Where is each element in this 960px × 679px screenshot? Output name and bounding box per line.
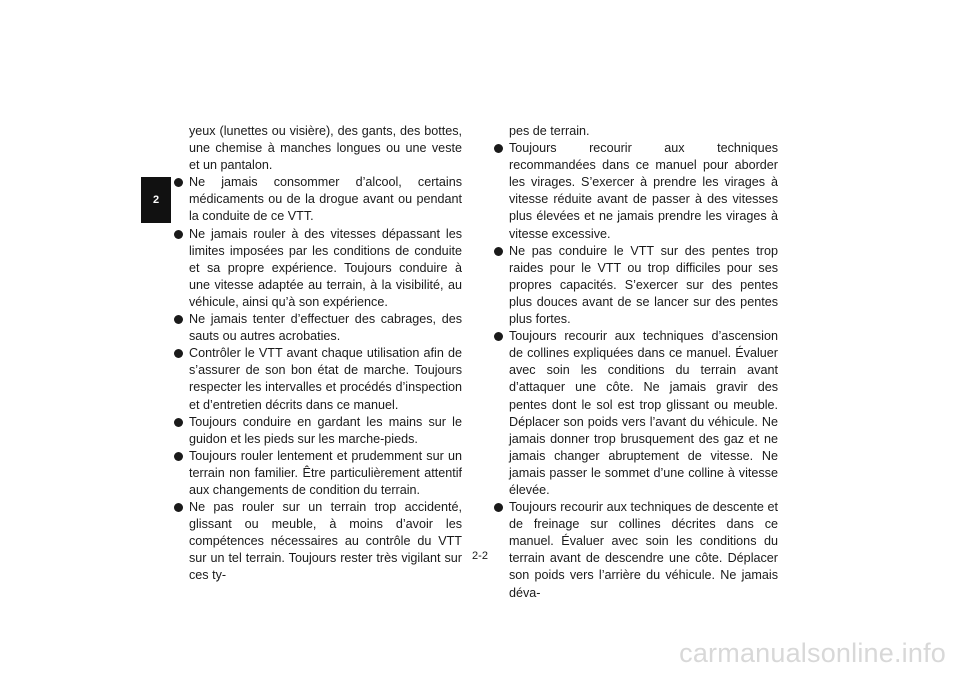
bullet-icon	[174, 452, 183, 461]
left-intro-text: yeux (lunettes ou visière), des gants, des bottes, une chemise à manches longues ou une veste et un pantalon.	[189, 124, 462, 173]
right-column	[493, 123, 778, 602]
bullet-icon	[494, 503, 503, 512]
bullet-icon	[174, 503, 183, 512]
watermark-text: carmanualsonline.info	[679, 638, 946, 668]
list-item: Toujours recourir aux techniques d’ascension de collines expliquées dans ce manuel. Évaluer avec soin les conditions du terrain avant d’attaquer une côte. Ne jamais gravir des pentes dont le sol est trop glissant ou meuble. Déplacer son poids vers l’avant du véhicule. Ne jamais donner trop brusquement des gaz et ne jamais changer abruptement de vitesse. Ne jamais passer le sommet d’une colline à vitesse élevée.	[493, 328, 778, 499]
bullet-icon	[174, 315, 183, 324]
list-item: Toujours recourir aux techniques de descente et de freinage sur collines décrites dans ce manuel. Évaluer avec soin les conditions du terrain avant de descendre une côte. Déplacer son poids vers l’arrière du véhicule. Ne jamais déva-	[493, 499, 778, 602]
right-intro-text: pes de terrain.	[509, 124, 590, 138]
list-item: Ne jamais rouler à des vitesses dépassant les limites imposées par les conditions de conduite et sa propre expérience. Toujours conduire à une vitesse adaptée au terrain, à la visibilité, au véhicule, ainsi qu’à son expérience.	[173, 226, 462, 311]
bullet-icon	[174, 349, 183, 358]
list-item: Toujours conduire en gardant les mains sur le guidon et les pieds sur les marche-pieds.	[173, 414, 462, 448]
bullet-icon	[494, 247, 503, 256]
list-item: Ne jamais consommer d’alcool, certains médicaments ou de la drogue avant ou pendant la conduite de ce VTT.	[173, 174, 462, 225]
bullet-icon	[494, 332, 503, 341]
list-item: Contrôler le VTT avant chaque utilisation afin de s’assurer de son bon état de marche. Toujours respecter les intervalles et procédés d’inspection et d’entretien décrits dans ce manuel.	[173, 345, 462, 413]
list-item: Toujours recourir aux techniques recommandées dans ce manuel pour aborder les virages. S’exercer à prendre les virages à vitesse réduite avant de passer à des vitesses plus élevées et ne jamais prendre les virages à vitesse excessive.	[493, 140, 778, 243]
list-item: Ne pas conduire le VTT sur des pentes trop raides pour le VTT ou trop difficiles pour ses propres capacités. S’exercer sur des pentes plus douces avant de se lancer sur des pentes plus fortes.	[493, 243, 778, 328]
bullet-icon	[174, 178, 183, 187]
list-item: Ne pas rouler sur un terrain trop accidenté, glissant ou meuble, à moins d’avoir les compétences nécessaires au contrôle du VTT sur un tel terrain. Toujours rester très vigilant sur ces ty-	[173, 499, 462, 584]
page-number: 2-2	[472, 550, 488, 562]
chapter-tab: 2	[141, 177, 171, 223]
list-item: Ne jamais tenter d’effectuer des cabrages, des sauts ou autres acrobaties.	[173, 311, 462, 345]
bullet-icon	[174, 418, 183, 427]
bullet-icon	[174, 230, 183, 239]
list-item: Toujours rouler lentement et prudemment sur un terrain non familier. Être particulièrement attentif aux changements de condition du terrain.	[173, 448, 462, 499]
bullet-icon	[494, 144, 503, 153]
left-column	[173, 123, 462, 585]
